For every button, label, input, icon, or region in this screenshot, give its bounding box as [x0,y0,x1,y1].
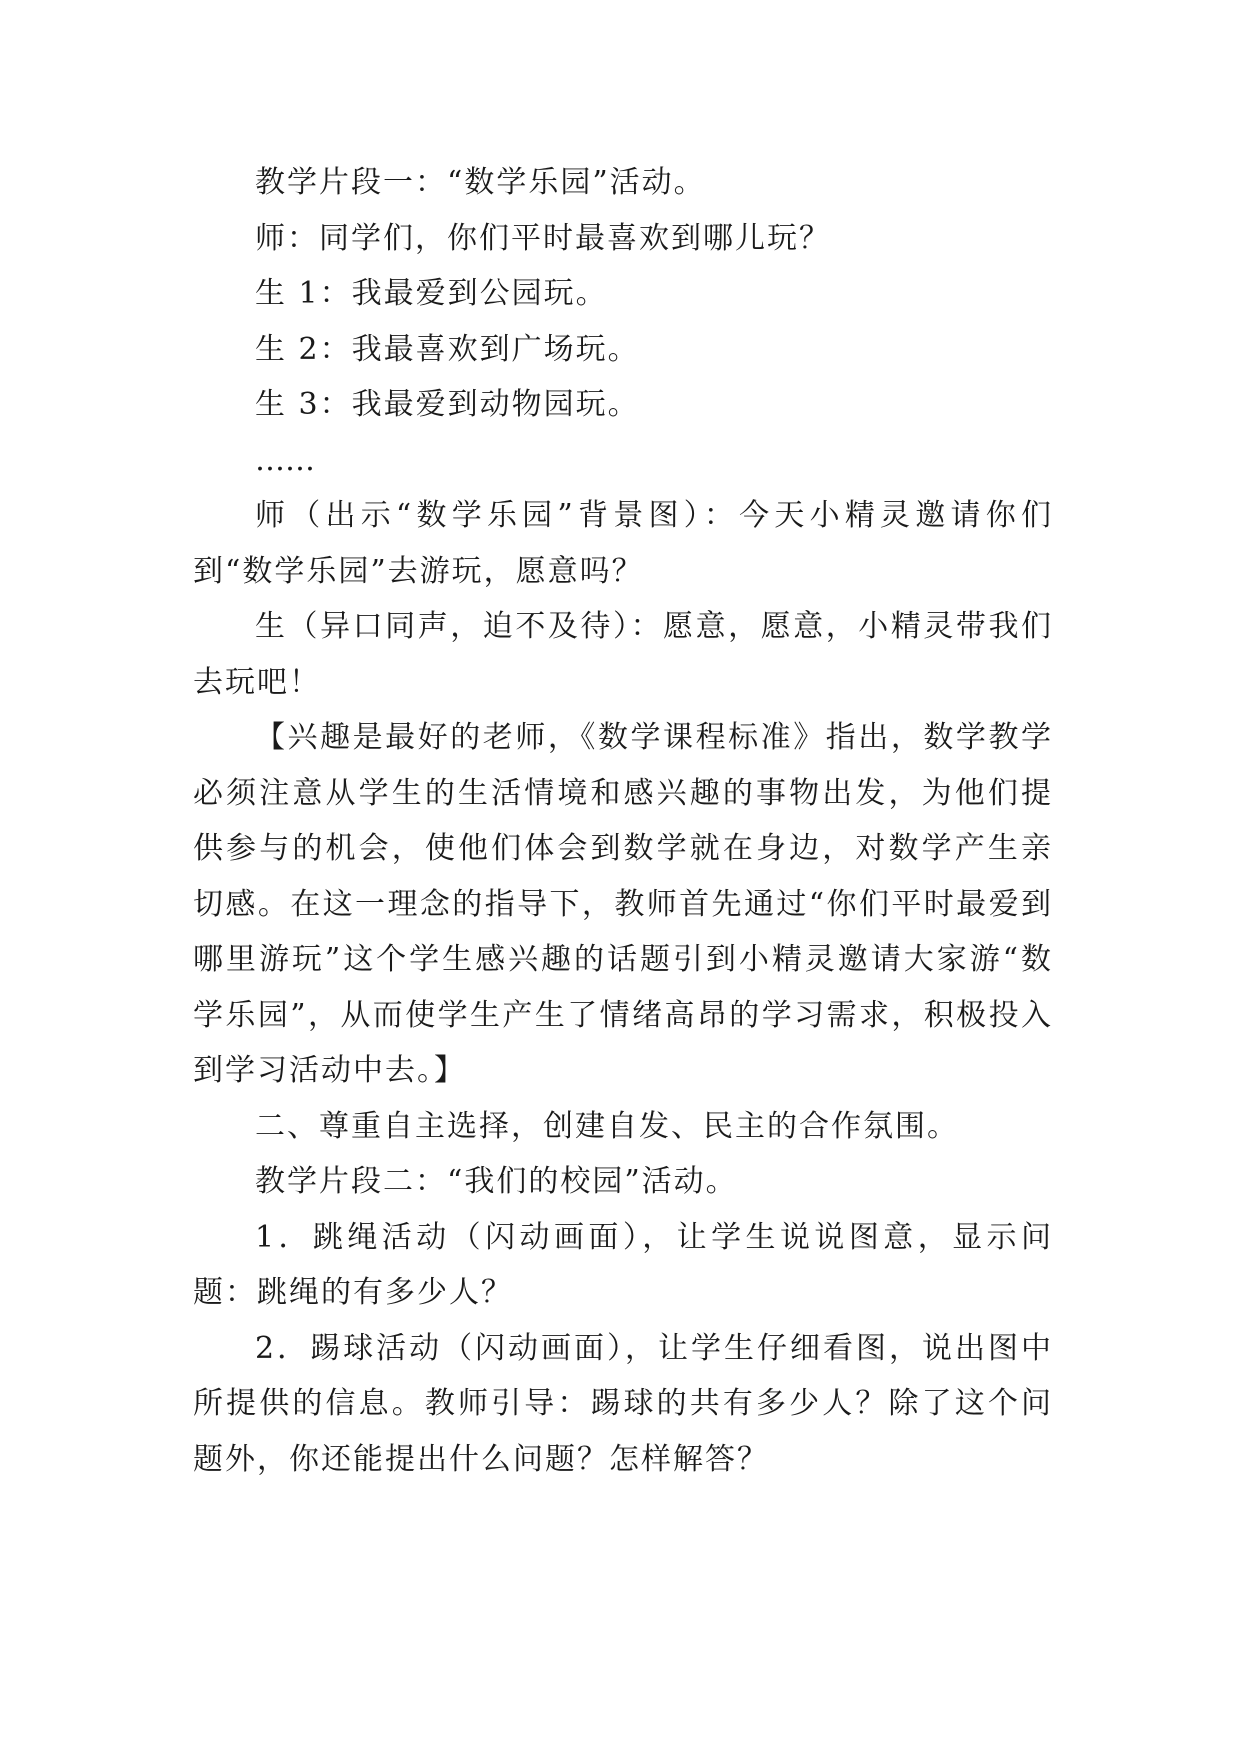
paragraph-student-2: 生 2：我最喜欢到广场玩。 [255,331,640,367]
paragraph-students-response: 生（异口同声，迫不及待）：愿意，愿意，小精灵带我们去玩吧！ [193,609,1053,700]
paragraph-teacher-invitation: 师（出示“数学乐园”背景图）：今天小精灵邀请你们到“数学乐园”去游玩，愿意吗？ [193,498,1053,589]
paragraph-student-3: 生 3：我最爱到动物园玩。 [255,387,640,422]
paragraph-fragment-two-title: 教学片段二：“我们的校园”活动。 [255,1164,738,1199]
paragraph-fragment-one-title: 教学片段一：“数学乐园”活动。 [255,165,706,200]
paragraph-section-two-heading: 二、尊重自主选择，创建自发、民主的合作氛围。 [255,1108,959,1144]
document-body [193,155,1053,1487]
paragraph-commentary: 【兴趣是最好的老师，《数学课程标准》指出，数学教学必须注意从学生的生活情境和感兴趣的事物出发，为他们提供参与的机会，使他们体会到数学就在身边，对数学产生亲切感。在这一理念的指导下，教师首先通过“你们平时最爱到哪里游玩”这个学生感兴趣的话题引到小精灵邀请大家游“数学乐园”，从而使学生产生了情绪高昂的学习需求，积极投入到学习活动中去。】 [193,720,1053,1088]
paragraph-student-1: 生 1：我最爱到公园玩。 [255,276,608,311]
paragraph-teacher-question: 师：同学们，你们平时最喜欢到哪儿玩？ [255,220,831,256]
paragraph-item-2: 2．踢球活动（闪动画面），让学生仔细看图，说出图中所提供的信息。教师引导：踢球的共有多少人？除了这个问题外，你还能提出什么问题？怎样解答？ [193,1330,1053,1477]
paragraph-item-1: 1．跳绳活动（闪动画面），让学生说说图意，显示问题：跳绳的有多少人？ [193,1219,1053,1310]
paragraph-ellipsis: …… [255,442,315,478]
